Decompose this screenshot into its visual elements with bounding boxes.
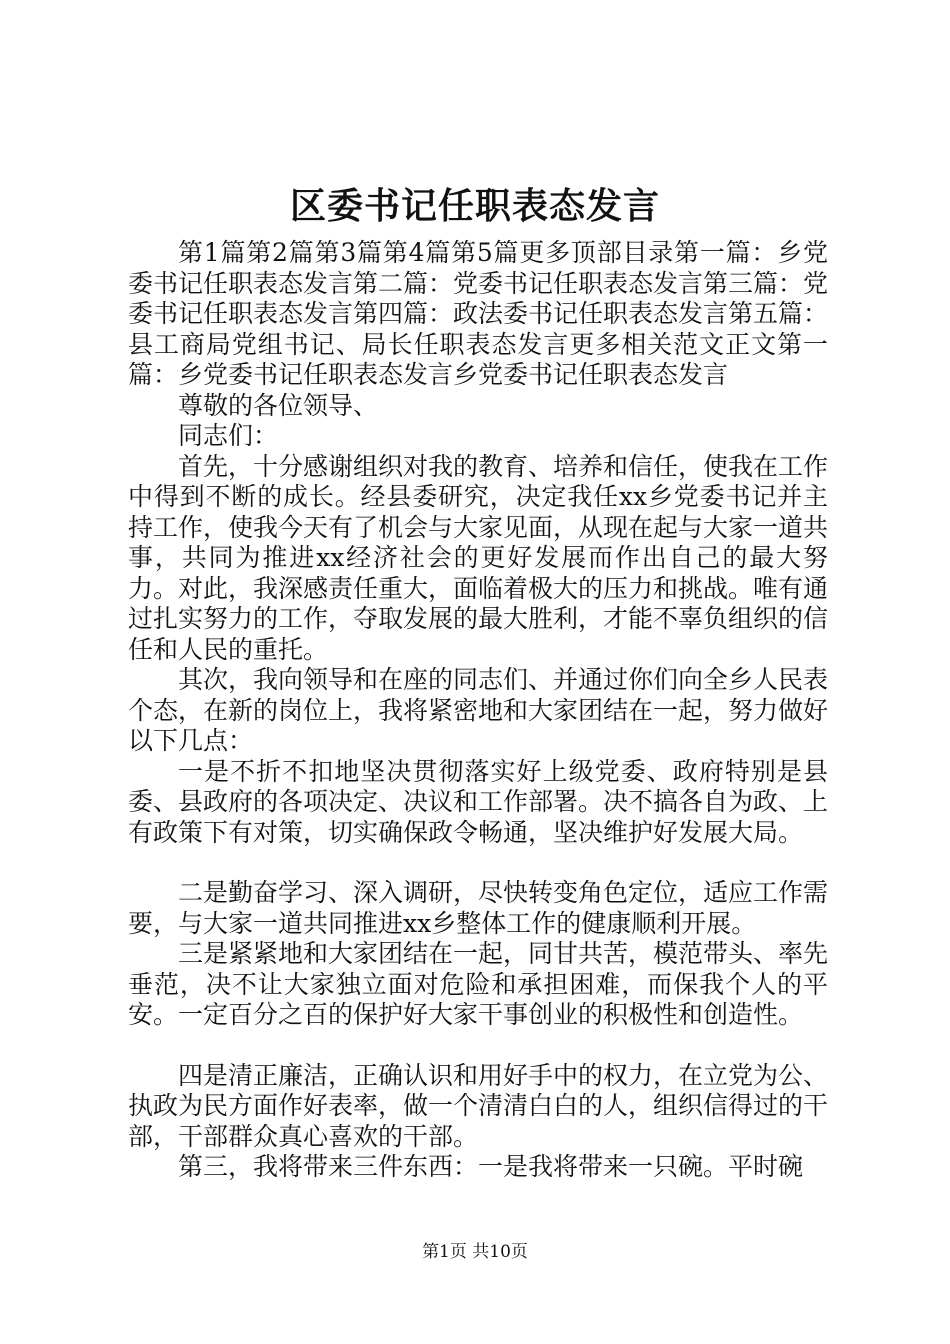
body-paragraph: 二是勤奋学习、深入调研，尽快转变角色定位，适应工作需要，与大家一道共同推进xx乡整体工作的健康顺利开展。 <box>128 878 829 938</box>
body-paragraph: 首先，十分感谢组织对我的教育、培养和信任，使我在工作中得到不断的成长。经县委研究，决定我任xx乡党委书记并主持工作，使我今天有了机会与大家见面，从现在起与大家一道共事，共同为推进xx经济社会的更好发展而作出自己的最大努力。对此，我深感责任重大，面临着极大的压力和挑战。唯有通过扎实努力的工作，夺取发展的最大胜利，才能不辜负组织的信任和人民的重托。 <box>128 451 829 664</box>
salutation-line: 尊敬的各位领导、 <box>178 390 379 420</box>
body-paragraph: 四是清正廉洁，正确认识和用好手中的权力，在立党为公、执政为民方面作好表率，做一个清清白白的人，组织信得过的干部，干部群众真心喜欢的干部。 <box>128 1060 829 1151</box>
body-paragraph: 第三，我将带来三件东西：一是我将带来一只碗。平时碗 <box>178 1152 804 1181</box>
body-paragraph: 三是紧紧地和大家团结在一起，同甘共苦，模范带头、率先垂范，决不让大家独立面对危险和承担困难，而保我个人的平安。一定百分之百的保护好大家干事创业的积极性和创造性。 <box>128 939 829 1029</box>
salutation-line: 同志们： <box>178 421 279 450</box>
document-body <box>128 238 828 1183</box>
body-paragraph: 一是不折不扣地坚决贯彻落实好上级党委、政府特别是县委、县政府的各项决定、决议和工作部署。决不搞各自为政、上有政策下有对策，切实确保政令畅通，坚决维护好发展大局。 <box>128 756 829 847</box>
body-paragraph: 其次，我向领导和在座的同志们、并通过你们向全乡人民表个态，在新的岗位上，我将紧密地和大家团结在一起，努力做好以下几点： <box>128 665 829 755</box>
document-title: 区委书记任职表态发言 <box>289 185 660 227</box>
page-number-footer: 第1页 共10页 <box>422 1242 528 1262</box>
table-of-contents-paragraph: 第1篇第2篇第3篇第4篇第5篇更多顶部目录第一篇：乡党委书记任职表态发言第二篇：党委书记任职表态发言第三篇：党委书记任职表态发言第四篇：政法委书记任职表态发言第五篇：县工商局党组书记、局长任职表态发言更多相关范文正文第一篇：乡党委书记任职表态发言乡党委书记任职表态发言 <box>128 238 829 389</box>
